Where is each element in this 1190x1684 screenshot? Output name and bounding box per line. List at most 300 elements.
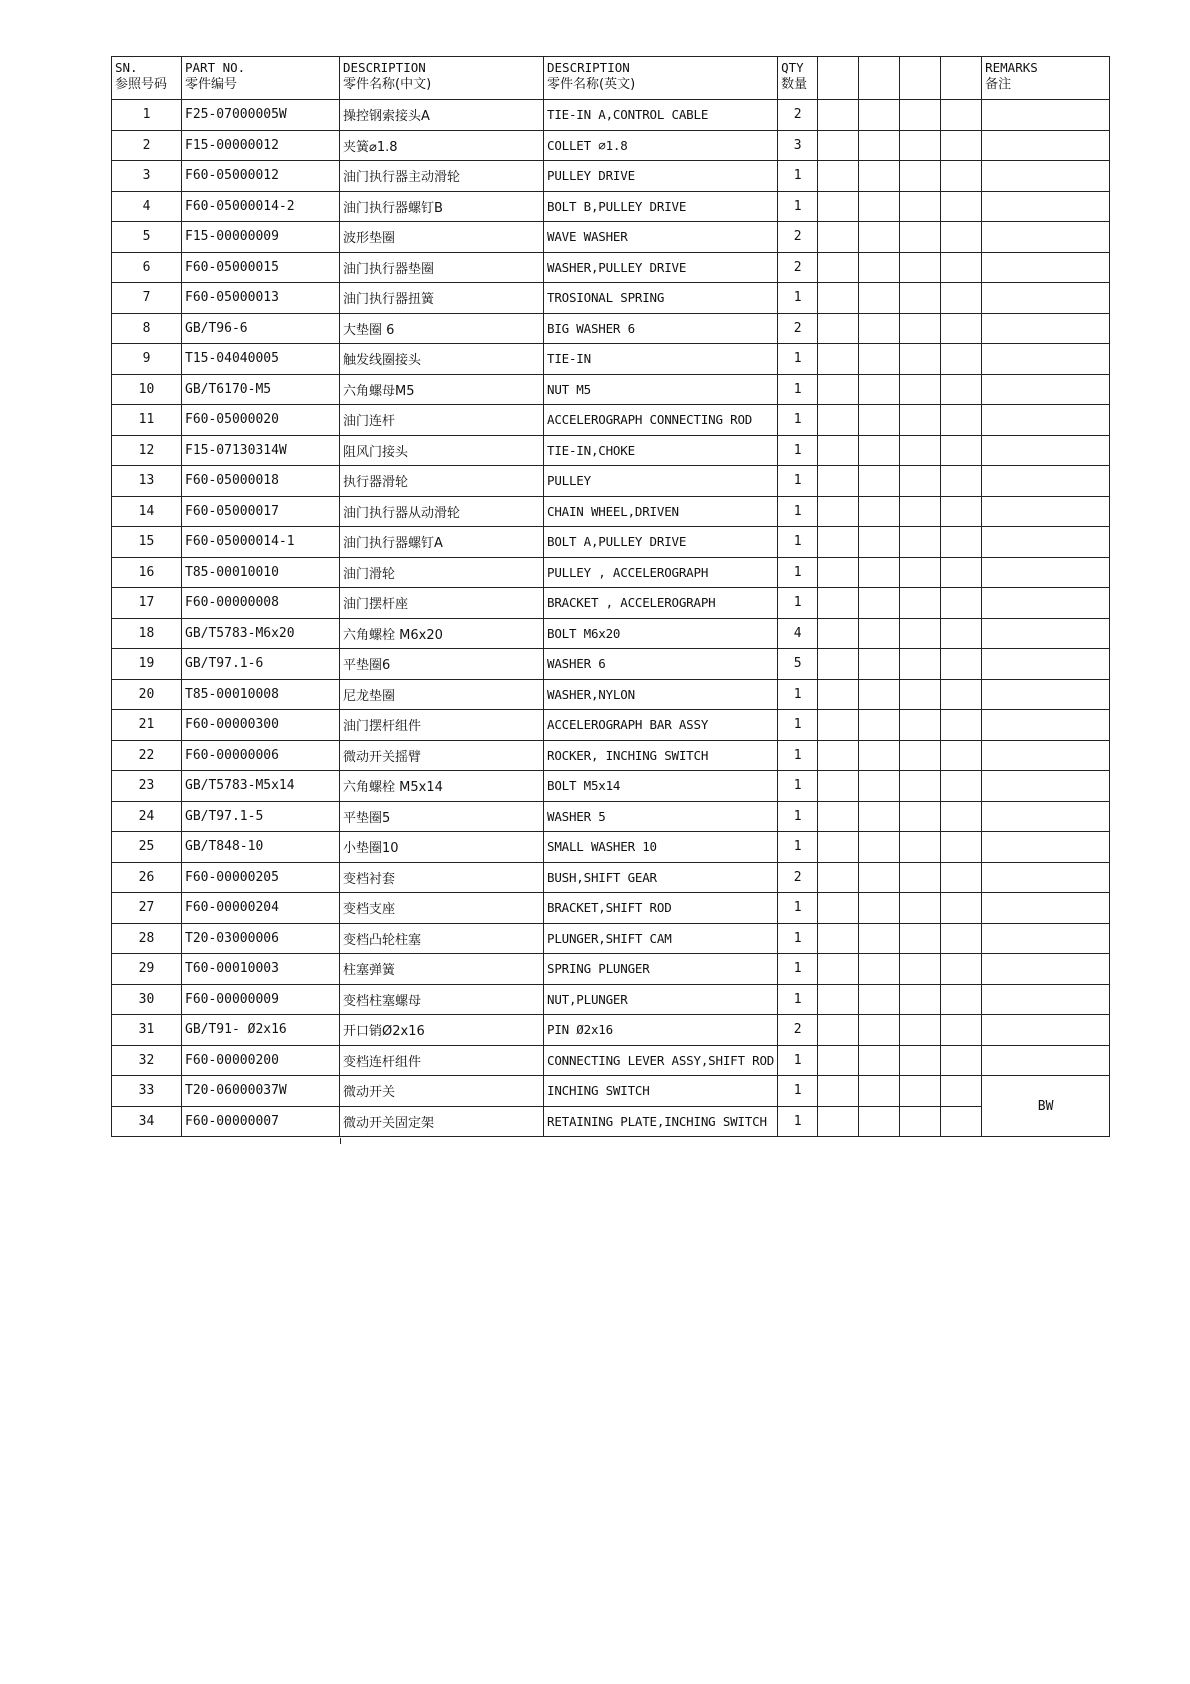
description-cn-cell: 变档衬套 <box>340 862 544 893</box>
table-row <box>112 496 1110 527</box>
col-header-description-en <box>544 57 778 100</box>
sn-cell: 15 <box>112 527 182 558</box>
description-en-cell: TIE-IN,CHOKE <box>544 435 778 466</box>
table-row <box>112 161 1110 192</box>
description-cn-cell: 油门执行器螺钉B <box>340 191 544 222</box>
blank-cell <box>818 374 859 405</box>
blank-cell <box>859 466 900 497</box>
description-cn-cell: 油门滑轮 <box>340 557 544 588</box>
col-header-qty <box>778 57 818 100</box>
description-en-cell: PULLEY , ACCELEROGRAPH <box>544 557 778 588</box>
table-row <box>112 679 1110 710</box>
part-no-cell: F60-00000205 <box>182 862 340 893</box>
blank-cell <box>941 313 982 344</box>
col-header-blank-4 <box>941 57 982 100</box>
description-en-cell: INCHING SWITCH <box>544 1076 778 1107</box>
blank-cell <box>818 1076 859 1107</box>
description-cn-cell: 微动开关摇臂 <box>340 740 544 771</box>
header-row <box>112 57 1110 100</box>
qty-cell: 3 <box>778 130 818 161</box>
blank-cell <box>941 527 982 558</box>
blank-cell <box>900 496 941 527</box>
remarks-cell <box>982 557 1110 588</box>
table-row <box>112 313 1110 344</box>
blank-cell <box>859 832 900 863</box>
blank-cell <box>941 161 982 192</box>
table-row <box>112 649 1110 680</box>
sn-cell: 24 <box>112 801 182 832</box>
blank-cell <box>818 527 859 558</box>
col-header-description-en-zh: 零件名称(英文) <box>547 77 636 92</box>
description-en-cell: CHAIN WHEEL,DRIVEN <box>544 496 778 527</box>
part-no-cell: F60-05000014-2 <box>182 191 340 222</box>
blank-cell <box>941 649 982 680</box>
col-header-sn <box>112 57 182 100</box>
blank-cell <box>900 588 941 619</box>
part-no-cell: F15-00000009 <box>182 222 340 253</box>
table-row <box>112 771 1110 802</box>
description-en-cell: CONNECTING LEVER ASSY,SHIFT ROD <box>544 1045 778 1076</box>
remarks-cell <box>982 374 1110 405</box>
description-en-cell: ACCELEROGRAPH CONNECTING ROD <box>544 405 778 436</box>
blank-cell <box>818 130 859 161</box>
blank-cell <box>900 710 941 741</box>
remarks-cell <box>982 527 1110 558</box>
sn-cell: 25 <box>112 832 182 863</box>
part-no-cell: F60-00000007 <box>182 1106 340 1137</box>
blank-cell <box>859 771 900 802</box>
blank-cell <box>818 161 859 192</box>
blank-cell <box>859 862 900 893</box>
description-en-cell: COLLET ⌀1.8 <box>544 130 778 161</box>
description-en-cell: WASHER,NYLON <box>544 679 778 710</box>
sn-cell: 28 <box>112 923 182 954</box>
description-cn-cell: 微动开关 <box>340 1076 544 1107</box>
qty-cell: 1 <box>778 161 818 192</box>
sn-cell: 2 <box>112 130 182 161</box>
part-no-cell: F60-05000012 <box>182 161 340 192</box>
description-cn-cell: 油门执行器从动滑轮 <box>340 496 544 527</box>
part-no-cell: F15-07130314W <box>182 435 340 466</box>
part-no-cell: F60-00000006 <box>182 740 340 771</box>
description-cn-cell: 平垫圈6 <box>340 649 544 680</box>
description-en-cell: BOLT M5x14 <box>544 771 778 802</box>
blank-cell <box>900 222 941 253</box>
remarks-cell <box>982 435 1110 466</box>
remarks-cell-merged: BW <box>982 1076 1110 1137</box>
remarks-cell <box>982 252 1110 283</box>
qty-cell: 1 <box>778 496 818 527</box>
description-en-cell: BRACKET , ACCELEROGRAPH <box>544 588 778 619</box>
parts-list-table <box>111 56 1110 1137</box>
blank-cell <box>900 344 941 375</box>
blank-cell <box>818 618 859 649</box>
table-row <box>112 252 1110 283</box>
blank-cell <box>818 923 859 954</box>
col-header-qty-zh: 数量 <box>781 77 808 92</box>
blank-cell <box>818 283 859 314</box>
col-header-part-no-en: PART NO. <box>185 60 246 75</box>
qty-cell: 1 <box>778 710 818 741</box>
description-en-cell: RETAINING PLATE,INCHING SWITCH <box>544 1106 778 1137</box>
blank-cell <box>900 801 941 832</box>
blank-cell <box>900 862 941 893</box>
sn-cell: 34 <box>112 1106 182 1137</box>
blank-cell <box>859 1106 900 1137</box>
remarks-cell <box>982 618 1110 649</box>
table-row <box>112 344 1110 375</box>
blank-cell <box>859 618 900 649</box>
blank-cell <box>818 649 859 680</box>
blank-cell <box>941 130 982 161</box>
sn-cell: 18 <box>112 618 182 649</box>
blank-cell <box>900 374 941 405</box>
blank-cell <box>859 740 900 771</box>
blank-cell <box>900 649 941 680</box>
description-cn-cell: 油门执行器扭簧 <box>340 283 544 314</box>
blank-cell <box>818 313 859 344</box>
blank-cell <box>818 832 859 863</box>
table-row <box>112 130 1110 161</box>
blank-cell <box>941 923 982 954</box>
blank-cell <box>818 862 859 893</box>
description-cn-cell: 六角螺栓 M6x20 <box>340 618 544 649</box>
blank-cell <box>900 191 941 222</box>
qty-cell: 2 <box>778 222 818 253</box>
table-row <box>112 893 1110 924</box>
description-cn-cell: 六角螺栓 M5x14 <box>340 771 544 802</box>
part-no-cell: T85-00010010 <box>182 557 340 588</box>
col-header-description-cn-zh: 零件名称(中文) <box>343 77 432 92</box>
blank-cell <box>941 771 982 802</box>
remarks-cell <box>982 832 1110 863</box>
qty-cell: 1 <box>778 984 818 1015</box>
blank-cell <box>859 100 900 131</box>
sn-cell: 11 <box>112 405 182 436</box>
blank-cell <box>900 618 941 649</box>
table-row <box>112 466 1110 497</box>
remarks-cell <box>982 100 1110 131</box>
blank-cell <box>818 740 859 771</box>
part-no-cell: F60-00000009 <box>182 984 340 1015</box>
sn-cell: 8 <box>112 313 182 344</box>
description-cn-cell: 六角螺母M5 <box>340 374 544 405</box>
table-row <box>112 710 1110 741</box>
sn-cell: 13 <box>112 466 182 497</box>
table-row <box>112 405 1110 436</box>
blank-cell <box>941 1045 982 1076</box>
blank-cell <box>900 832 941 863</box>
description-en-cell: TIE-IN <box>544 344 778 375</box>
blank-cell <box>900 984 941 1015</box>
description-en-cell: BUSH,SHIFT GEAR <box>544 862 778 893</box>
sn-cell: 26 <box>112 862 182 893</box>
blank-cell <box>900 252 941 283</box>
remarks-cell <box>982 191 1110 222</box>
description-en-cell: ACCELEROGRAPH BAR ASSY <box>544 710 778 741</box>
sn-cell: 32 <box>112 1045 182 1076</box>
remarks-cell <box>982 283 1110 314</box>
blank-cell <box>859 222 900 253</box>
part-no-cell: F60-05000017 <box>182 496 340 527</box>
sn-cell: 23 <box>112 771 182 802</box>
part-no-cell: F60-00000008 <box>182 588 340 619</box>
part-no-cell: F60-05000014-1 <box>182 527 340 558</box>
blank-cell <box>900 405 941 436</box>
remarks-cell <box>982 1045 1110 1076</box>
description-cn-cell: 油门执行器螺钉A <box>340 527 544 558</box>
description-en-cell: SMALL WASHER 10 <box>544 832 778 863</box>
blank-cell <box>900 923 941 954</box>
blank-cell <box>900 283 941 314</box>
blank-cell <box>859 588 900 619</box>
part-no-cell: T20-06000037W <box>182 1076 340 1107</box>
remarks-cell <box>982 649 1110 680</box>
part-no-cell: F60-05000013 <box>182 283 340 314</box>
blank-cell <box>941 1106 982 1137</box>
sn-cell: 33 <box>112 1076 182 1107</box>
sn-cell: 29 <box>112 954 182 985</box>
sn-cell: 30 <box>112 984 182 1015</box>
description-en-cell: WASHER,PULLEY DRIVE <box>544 252 778 283</box>
qty-cell: 1 <box>778 1076 818 1107</box>
qty-cell: 1 <box>778 740 818 771</box>
sn-cell: 21 <box>112 710 182 741</box>
blank-cell <box>941 374 982 405</box>
description-cn-cell: 微动开关固定架 <box>340 1106 544 1137</box>
col-header-blank-3 <box>900 57 941 100</box>
sn-cell: 10 <box>112 374 182 405</box>
qty-cell: 1 <box>778 679 818 710</box>
table-row <box>112 954 1110 985</box>
blank-cell <box>859 496 900 527</box>
description-en-cell: BOLT M6x20 <box>544 618 778 649</box>
blank-cell <box>818 405 859 436</box>
blank-cell <box>859 313 900 344</box>
blank-cell <box>818 435 859 466</box>
blank-cell <box>859 1015 900 1046</box>
blank-cell <box>859 405 900 436</box>
table-row <box>112 1045 1110 1076</box>
blank-cell <box>859 1045 900 1076</box>
remarks-cell <box>982 405 1110 436</box>
blank-cell <box>941 1076 982 1107</box>
blank-cell <box>900 313 941 344</box>
qty-cell: 1 <box>778 893 818 924</box>
blank-cell <box>941 893 982 924</box>
blank-cell <box>900 466 941 497</box>
sn-cell: 20 <box>112 679 182 710</box>
description-cn-cell: 开口销Ø2x16 <box>340 1015 544 1046</box>
blank-cell <box>818 466 859 497</box>
table-row <box>112 100 1110 131</box>
blank-cell <box>900 161 941 192</box>
qty-cell: 2 <box>778 100 818 131</box>
description-cn-cell: 油门连杆 <box>340 405 544 436</box>
table-row <box>112 527 1110 558</box>
description-en-cell: PULLEY <box>544 466 778 497</box>
sn-cell: 4 <box>112 191 182 222</box>
blank-cell <box>941 344 982 375</box>
qty-cell: 1 <box>778 771 818 802</box>
blank-cell <box>941 405 982 436</box>
qty-cell: 1 <box>778 191 818 222</box>
description-cn-cell: 油门执行器垫圈 <box>340 252 544 283</box>
blank-cell <box>818 679 859 710</box>
blank-cell <box>818 1106 859 1137</box>
remarks-cell <box>982 313 1110 344</box>
blank-cell <box>859 344 900 375</box>
blank-cell <box>900 1045 941 1076</box>
blank-cell <box>859 130 900 161</box>
part-no-cell: GB/T91- Ø2x16 <box>182 1015 340 1046</box>
description-cn-cell: 变档柱塞螺母 <box>340 984 544 1015</box>
qty-cell: 4 <box>778 618 818 649</box>
part-no-cell: F60-05000018 <box>182 466 340 497</box>
table-row <box>112 740 1110 771</box>
sn-cell: 7 <box>112 283 182 314</box>
blank-cell <box>941 100 982 131</box>
description-en-cell: PIN Ø2x16 <box>544 1015 778 1046</box>
col-header-part-no <box>182 57 340 100</box>
blank-cell <box>859 679 900 710</box>
blank-cell <box>859 984 900 1015</box>
table-row <box>112 222 1110 253</box>
part-no-cell: GB/T848-10 <box>182 832 340 863</box>
description-en-cell: SPRING PLUNGER <box>544 954 778 985</box>
description-cn-cell: 波形垫圈 <box>340 222 544 253</box>
part-no-cell: F60-00000300 <box>182 710 340 741</box>
description-cn-cell: 柱塞弹簧 <box>340 954 544 985</box>
qty-cell: 1 <box>778 374 818 405</box>
blank-cell <box>818 588 859 619</box>
remarks-cell <box>982 893 1110 924</box>
blank-cell <box>818 222 859 253</box>
col-header-sn-zh: 参照号码 <box>115 77 168 92</box>
description-cn-cell: 夹簧⌀1.8 <box>340 130 544 161</box>
blank-cell <box>941 740 982 771</box>
blank-cell <box>859 435 900 466</box>
qty-cell: 1 <box>778 588 818 619</box>
table-row <box>112 618 1110 649</box>
part-no-cell: T60-00010003 <box>182 954 340 985</box>
sn-cell: 19 <box>112 649 182 680</box>
blank-cell <box>859 161 900 192</box>
blank-cell <box>900 679 941 710</box>
remarks-cell <box>982 466 1110 497</box>
table-row <box>112 1015 1110 1046</box>
qty-cell: 2 <box>778 862 818 893</box>
description-en-cell: ROCKER, INCHING SWITCH <box>544 740 778 771</box>
remarks-cell <box>982 954 1110 985</box>
blank-cell <box>941 496 982 527</box>
col-header-qty-en: QTY <box>781 60 804 75</box>
remarks-cell <box>982 771 1110 802</box>
blank-cell <box>818 1015 859 1046</box>
description-cn-cell: 油门执行器主动滑轮 <box>340 161 544 192</box>
qty-cell: 2 <box>778 252 818 283</box>
description-cn-cell: 大垫圈 6 <box>340 313 544 344</box>
col-header-remarks <box>982 57 1110 100</box>
blank-cell <box>941 862 982 893</box>
sn-cell: 22 <box>112 740 182 771</box>
blank-cell <box>900 1106 941 1137</box>
qty-cell: 1 <box>778 1106 818 1137</box>
column-tick-mark <box>340 1138 341 1144</box>
blank-cell <box>941 954 982 985</box>
part-no-cell: F60-00000200 <box>182 1045 340 1076</box>
qty-cell: 1 <box>778 466 818 497</box>
remarks-cell <box>982 130 1110 161</box>
col-header-blank-1 <box>818 57 859 100</box>
blank-cell <box>818 710 859 741</box>
blank-cell <box>818 1045 859 1076</box>
sn-cell: 12 <box>112 435 182 466</box>
blank-cell <box>900 954 941 985</box>
remarks-cell <box>982 679 1110 710</box>
description-en-cell: NUT,PLUNGER <box>544 984 778 1015</box>
part-no-cell: GB/T96-6 <box>182 313 340 344</box>
description-cn-cell: 变档凸轮柱塞 <box>340 923 544 954</box>
description-en-cell: NUT M5 <box>544 374 778 405</box>
blank-cell <box>859 893 900 924</box>
qty-cell: 1 <box>778 527 818 558</box>
col-header-remarks-zh: 备注 <box>985 77 1012 92</box>
part-no-cell: GB/T97.1-5 <box>182 801 340 832</box>
table-row <box>112 923 1110 954</box>
blank-cell <box>818 496 859 527</box>
sn-cell: 17 <box>112 588 182 619</box>
col-header-sn-en: SN. <box>115 60 138 75</box>
description-cn-cell: 阻风门接头 <box>340 435 544 466</box>
blank-cell <box>818 344 859 375</box>
description-en-cell: PULLEY DRIVE <box>544 161 778 192</box>
table-row <box>112 862 1110 893</box>
qty-cell: 1 <box>778 1045 818 1076</box>
blank-cell <box>818 893 859 924</box>
table-row <box>112 557 1110 588</box>
description-cn-cell: 变档支座 <box>340 893 544 924</box>
sn-cell: 14 <box>112 496 182 527</box>
blank-cell <box>900 435 941 466</box>
blank-cell <box>900 527 941 558</box>
blank-cell <box>941 222 982 253</box>
sn-cell: 3 <box>112 161 182 192</box>
blank-cell <box>818 801 859 832</box>
col-header-description-cn <box>340 57 544 100</box>
table-row <box>112 832 1110 863</box>
blank-cell <box>859 801 900 832</box>
blank-cell <box>941 679 982 710</box>
description-cn-cell: 尼龙垫圈 <box>340 679 544 710</box>
description-en-cell: BRACKET,SHIFT ROD <box>544 893 778 924</box>
blank-cell <box>859 527 900 558</box>
table-row <box>112 588 1110 619</box>
remarks-cell <box>982 710 1110 741</box>
blank-cell <box>859 923 900 954</box>
remarks-cell <box>982 588 1110 619</box>
description-en-cell: PLUNGER,SHIFT CAM <box>544 923 778 954</box>
col-header-part-no-zh: 零件编号 <box>185 77 238 92</box>
description-cn-cell: 操控钢索接头A <box>340 100 544 131</box>
remarks-cell <box>982 801 1110 832</box>
remarks-cell <box>982 222 1110 253</box>
col-header-remarks-en: REMARKS <box>985 60 1038 75</box>
blank-cell <box>900 1015 941 1046</box>
qty-cell: 5 <box>778 649 818 680</box>
qty-cell: 1 <box>778 557 818 588</box>
col-header-description-cn-en: DESCRIPTION <box>343 60 426 75</box>
